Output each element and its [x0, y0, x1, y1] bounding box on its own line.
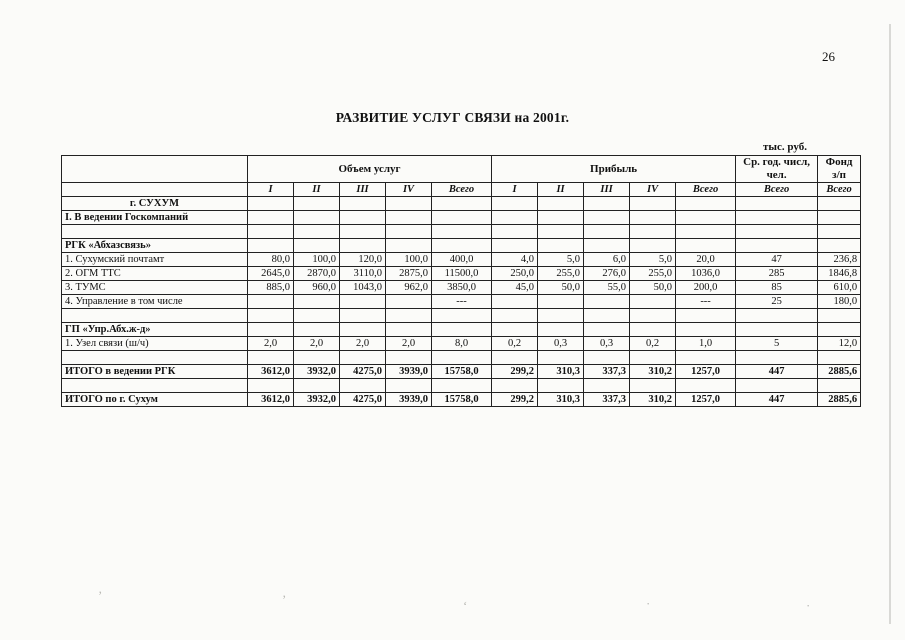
cell: 250,0 [492, 267, 538, 281]
cell: 8,0 [432, 337, 492, 351]
rgk-label: РГК «Абхазсвязь» [62, 239, 248, 253]
cell: 1846,8 [818, 267, 861, 281]
table-row-section [62, 211, 861, 225]
cell: 180,0 [818, 295, 861, 309]
cell: 200,0 [676, 281, 736, 295]
table-row [62, 267, 861, 281]
cell: 50,0 [538, 281, 584, 295]
scan-speck: · [806, 598, 811, 613]
subheader-cell: Всего [432, 183, 492, 197]
cell: 400,0 [432, 253, 492, 267]
cell: 2875,0 [386, 267, 432, 281]
cell: 45,0 [492, 281, 538, 295]
subheader-cell: IV [386, 183, 432, 197]
header-row-top [62, 156, 861, 183]
cell: 2,0 [340, 337, 386, 351]
subheader-empty-cell [62, 183, 248, 197]
row-label: 4. Управление в том числе [62, 295, 248, 309]
services-table [61, 155, 861, 407]
subheader-cell: II [538, 183, 584, 197]
cell: 0,2 [492, 337, 538, 351]
cell: 236,8 [818, 253, 861, 267]
cell: 2,0 [294, 337, 340, 351]
scan-speck: ’ [98, 588, 103, 603]
cell: 885,0 [248, 281, 294, 295]
units-label: тыс. руб. [763, 141, 807, 153]
table-row-spacer [62, 351, 861, 365]
scan-speck: ‘ [463, 598, 468, 613]
cell: 962,0 [386, 281, 432, 295]
cell: 1257,0 [676, 393, 736, 407]
cell: 85 [736, 281, 818, 295]
table-row-spacer [62, 379, 861, 393]
cell: 11500,0 [432, 267, 492, 281]
cell: 120,0 [340, 253, 386, 267]
cell: 2870,0 [294, 267, 340, 281]
table-row-gp [62, 323, 861, 337]
cell: 1,0 [676, 337, 736, 351]
cell: 3939,0 [386, 393, 432, 407]
row-label: 1. Сухумский почтамт [62, 253, 248, 267]
subheader-cell: I [492, 183, 538, 197]
subheader-cell: Всего [736, 183, 818, 197]
header-profit: Прибыль [492, 156, 736, 183]
page-title: РАЗВИТИЕ УСЛУГ СВЯЗИ на 2001г. [335, 110, 570, 125]
table-row-spacer [62, 225, 861, 239]
cell: 4275,0 [340, 393, 386, 407]
cell: 255,0 [630, 267, 676, 281]
cell: 3612,0 [248, 365, 294, 379]
page-number: 26 [822, 49, 835, 64]
cell: 0,3 [584, 337, 630, 351]
cell: 5,0 [630, 253, 676, 267]
cell: 3932,0 [294, 393, 340, 407]
cell: 337,3 [584, 393, 630, 407]
table-row [62, 281, 861, 295]
cell: 3939,0 [386, 365, 432, 379]
cell: 2885,6 [818, 393, 861, 407]
table-row-spacer [62, 309, 861, 323]
subheader-cell: IV [630, 183, 676, 197]
table-row-city [62, 197, 861, 211]
cell: 80,0 [248, 253, 294, 267]
cell: 47 [736, 253, 818, 267]
cell: 2,0 [386, 337, 432, 351]
scan-speck: ’ [282, 592, 287, 607]
cell: 4275,0 [340, 365, 386, 379]
row-label: 3. ТУМС [62, 281, 248, 295]
cell: 610,0 [818, 281, 861, 295]
table-row-rgk [62, 239, 861, 253]
cell: 2645,0 [248, 267, 294, 281]
cell: 310,3 [538, 365, 584, 379]
subheader-cell: Всего [818, 183, 861, 197]
cell: 255,0 [538, 267, 584, 281]
table-row-total-rgk [62, 365, 861, 379]
cell: 0,3 [538, 337, 584, 351]
section-label: I. В ведении Госкомпаний [62, 211, 248, 225]
table-row [62, 295, 861, 309]
table-row-total-city [62, 393, 861, 407]
subheader-cell: II [294, 183, 340, 197]
cell: 55,0 [584, 281, 630, 295]
header-wage-fund: Фонд з/п [818, 156, 861, 183]
subheader-cell: III [584, 183, 630, 197]
subheader-cell: III [340, 183, 386, 197]
cell: 20,0 [676, 253, 736, 267]
cell: 15758,0 [432, 365, 492, 379]
cell: 3850,0 [432, 281, 492, 295]
cell: 1043,0 [340, 281, 386, 295]
cell: 4,0 [492, 253, 538, 267]
cell: 1257,0 [676, 365, 736, 379]
cell: 310,2 [630, 365, 676, 379]
row-label: 1. Узел связи (ш/ч) [62, 337, 248, 351]
table-row [62, 253, 861, 267]
city-label: г. СУХУМ [62, 197, 248, 211]
table-row [62, 337, 861, 351]
cell: 2,0 [248, 337, 294, 351]
cell: 15758,0 [432, 393, 492, 407]
header-avg-staff: Ср. год. числ, чел. [736, 156, 818, 183]
cell: 3932,0 [294, 365, 340, 379]
cell: 12,0 [818, 337, 861, 351]
subheader-cell: I [248, 183, 294, 197]
cell: 25 [736, 295, 818, 309]
header-volume: Объем услуг [248, 156, 492, 183]
subheader-cell: Всего [676, 183, 736, 197]
cell: 299,2 [492, 393, 538, 407]
cell: 285 [736, 267, 818, 281]
cell: 6,0 [584, 253, 630, 267]
cell: 100,0 [294, 253, 340, 267]
cell: --- [676, 295, 736, 309]
cell: 337,3 [584, 365, 630, 379]
header-empty-cell [62, 156, 248, 183]
gp-label: ГП «Упр.Абх.ж-д» [62, 323, 248, 337]
cell: --- [432, 295, 492, 309]
scan-speck: · [646, 596, 651, 611]
cell: 310,3 [538, 393, 584, 407]
cell: 5,0 [538, 253, 584, 267]
cell: 50,0 [630, 281, 676, 295]
cell: 0,2 [630, 337, 676, 351]
header-row-sub [62, 183, 861, 197]
cell: 5 [736, 337, 818, 351]
total-rgk-label: ИТОГО в ведении РГК [62, 365, 248, 379]
cell: 3110,0 [340, 267, 386, 281]
cell: 2885,6 [818, 365, 861, 379]
cell: 1036,0 [676, 267, 736, 281]
cell: 276,0 [584, 267, 630, 281]
total-city-label: ИТОГО по г. Сухум [62, 393, 248, 407]
cell: 447 [736, 393, 818, 407]
cell: 299,2 [492, 365, 538, 379]
cell: 960,0 [294, 281, 340, 295]
row-label: 2. ОГМ ТТС [62, 267, 248, 281]
cell: 447 [736, 365, 818, 379]
cell: 310,2 [630, 393, 676, 407]
cell: 100,0 [386, 253, 432, 267]
cell: 3612,0 [248, 393, 294, 407]
